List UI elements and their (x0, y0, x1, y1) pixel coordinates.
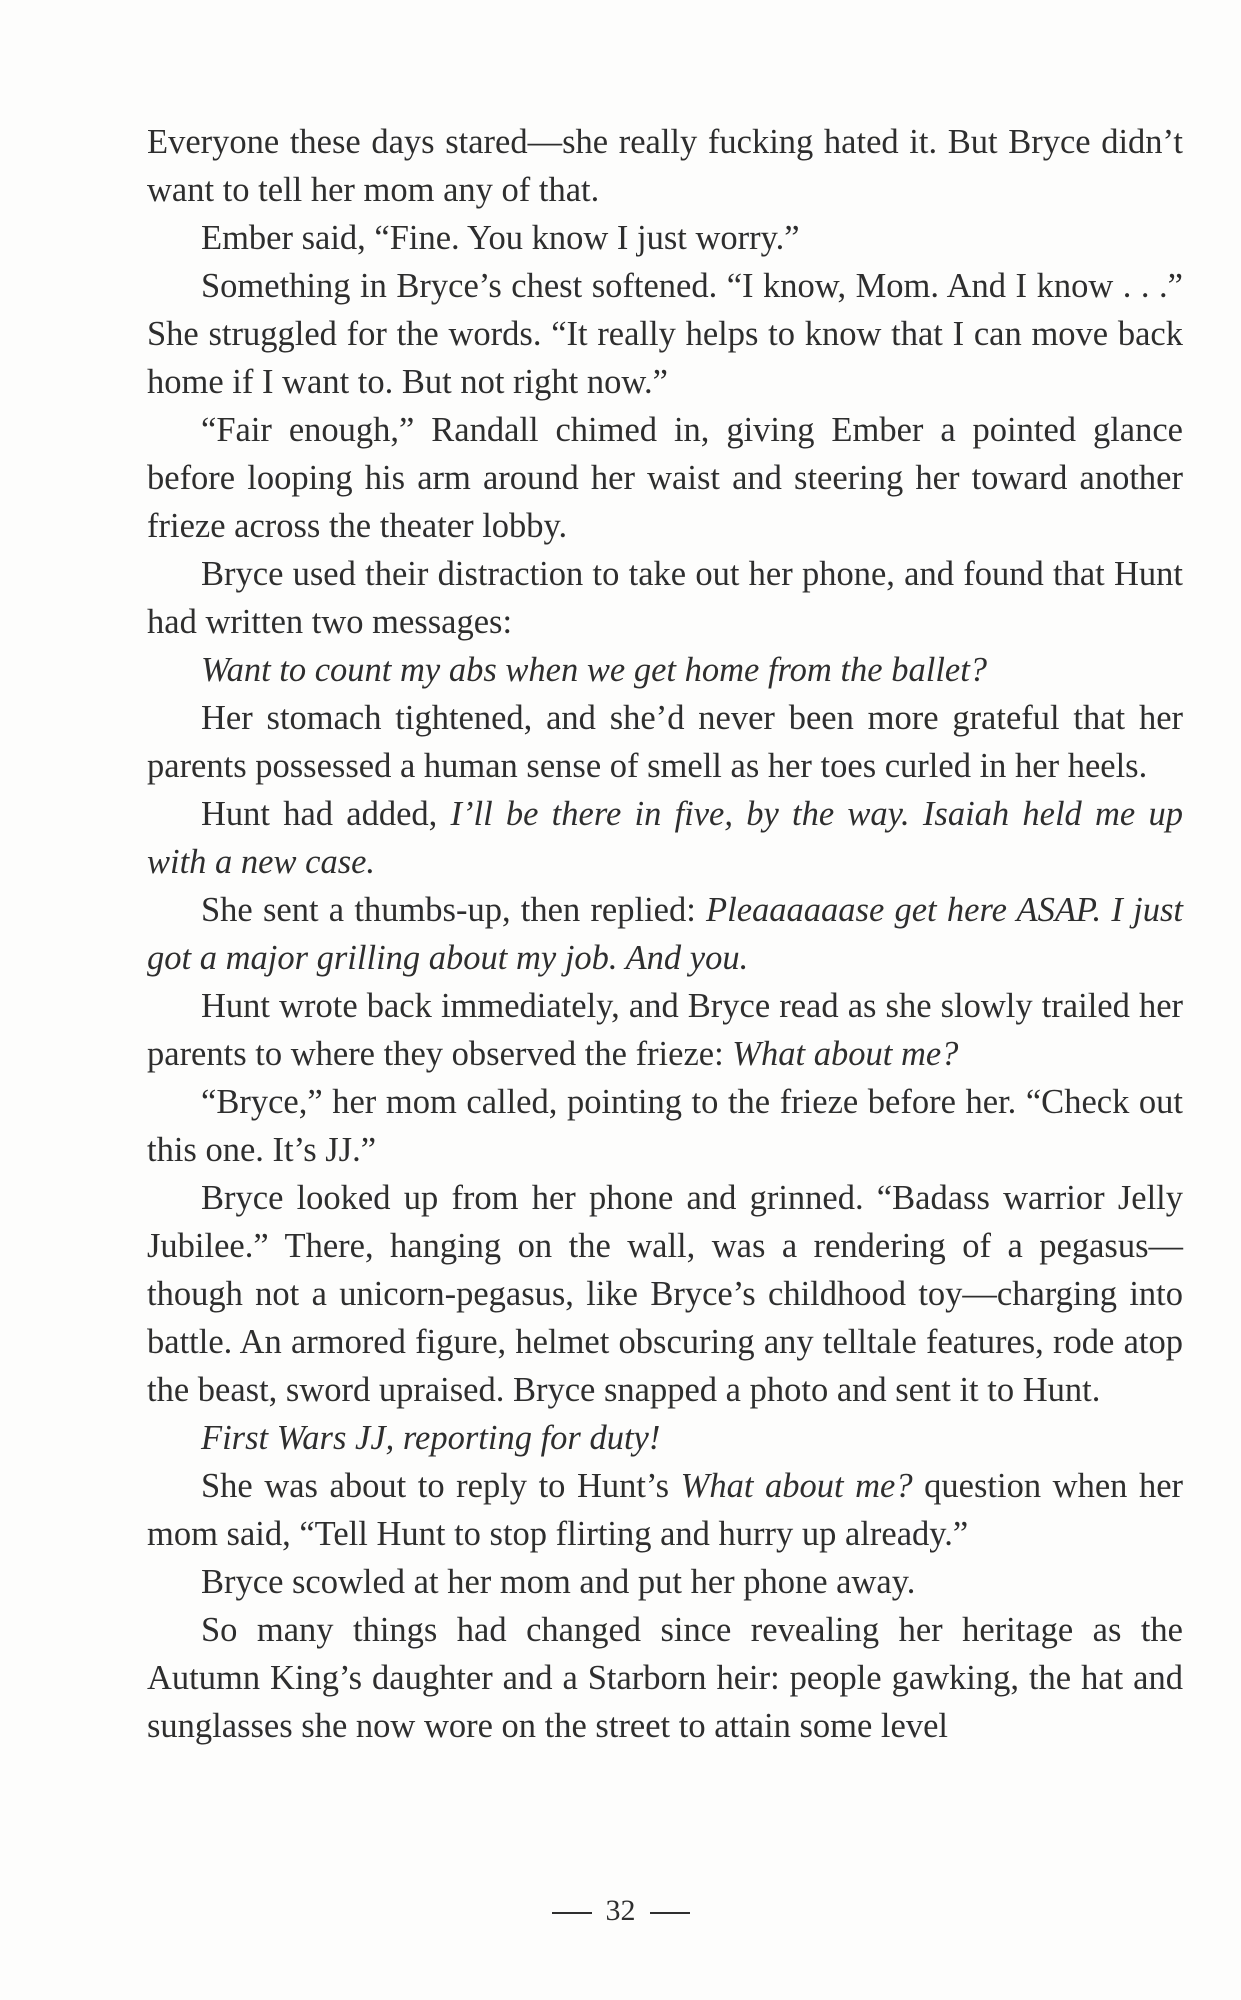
italic-text: What about me? (732, 1035, 959, 1073)
paragraph (147, 1606, 1183, 1750)
text-run: “Bryce,” her mom called, pointing to the frieze before her. “Check out this one. It’s JJ.” (147, 1083, 1183, 1169)
text-run: Everyone these days stared—she really fucking hated it. But Bryce didn’t want to tell her mom any of that. (147, 123, 1183, 209)
paragraph (147, 262, 1183, 406)
italic-text: What about me? (680, 1467, 913, 1505)
text-run: Bryce scowled at her mom and put her phone away. (201, 1563, 916, 1601)
text-run: Hunt wrote back immediately, and Bryce read as she slowly trailed her parents to where they observed the frieze: (147, 987, 1183, 1073)
paragraph (147, 406, 1183, 550)
paragraph (147, 1414, 1183, 1462)
page-folio (0, 1891, 1241, 1931)
paragraph (147, 646, 1183, 694)
paragraph (147, 214, 1183, 262)
paragraph (147, 550, 1183, 646)
italic-text: I’ll be there in five, by the way. Isaiah held me up with a new case. (147, 795, 1183, 881)
paragraph (147, 1462, 1183, 1558)
paragraph (147, 982, 1183, 1078)
paragraph (147, 886, 1183, 982)
italic-text: First Wars JJ, reporting for duty! (201, 1419, 661, 1457)
text-run: question when her mom said, “Tell Hunt to stop flirting and hurry up already.” (147, 1467, 1183, 1553)
folio-dash-right (650, 1912, 690, 1914)
italic-text: Want to count my abs when we get home from the ballet? (201, 651, 988, 689)
paragraph (147, 118, 1183, 214)
text-run: Ember said, “Fine. You know I just worry.” (201, 219, 800, 257)
folio-dash-left (552, 1912, 592, 1914)
paragraph (147, 694, 1183, 790)
text-run: So many things had changed since revealing her heritage as the Autumn King’s daughter and a Starborn heir: people gawking, the hat and sunglasses she now wore on the street to attain some level (147, 1611, 1183, 1745)
text-run: She sent a thumbs-up, then replied: (201, 891, 707, 929)
text-run: Her stomach tightened, and she’d never been more grateful that her parents possessed a human sense of smell as her toes curled in her heels. (147, 699, 1183, 785)
paragraph (147, 1558, 1183, 1606)
paragraph (147, 1174, 1183, 1414)
italic-text: Pleaaaaaase get here ASAP. I just got a major grilling about my job. And you. (147, 891, 1183, 977)
body-text (147, 118, 1183, 1750)
text-run: Bryce used their distraction to take out her phone, and found that Hunt had written two messages: (147, 555, 1183, 641)
paragraph (147, 790, 1183, 886)
text-run: Hunt had added, (201, 795, 451, 833)
text-run: “Fair enough,” Randall chimed in, giving Ember a pointed glance before looping his arm around her waist and steering her toward another frieze across the theater lobby. (147, 411, 1183, 545)
paragraph (147, 1078, 1183, 1174)
text-run: Bryce looked up from her phone and grinned. “Badass warrior Jelly Jubilee.” There, hanging on the wall, was a rendering of a pegasus—though not a unicorn-pegasus, like Bryce’s childhood toy—charging into battle. An armored figure, helmet obscuring any telltale features, rode atop the beast, sword upraised. Bryce snapped a photo and sent it to Hunt. (147, 1179, 1183, 1409)
text-run: Something in Bryce’s chest softened. “I know, Mom. And I know . . .” She struggled for the words. “It really helps to know that I can move back home if I want to. But not right now.” (147, 267, 1183, 401)
page-number: 32 (605, 1894, 636, 1927)
text-run: She was about to reply to Hunt’s (201, 1467, 681, 1505)
